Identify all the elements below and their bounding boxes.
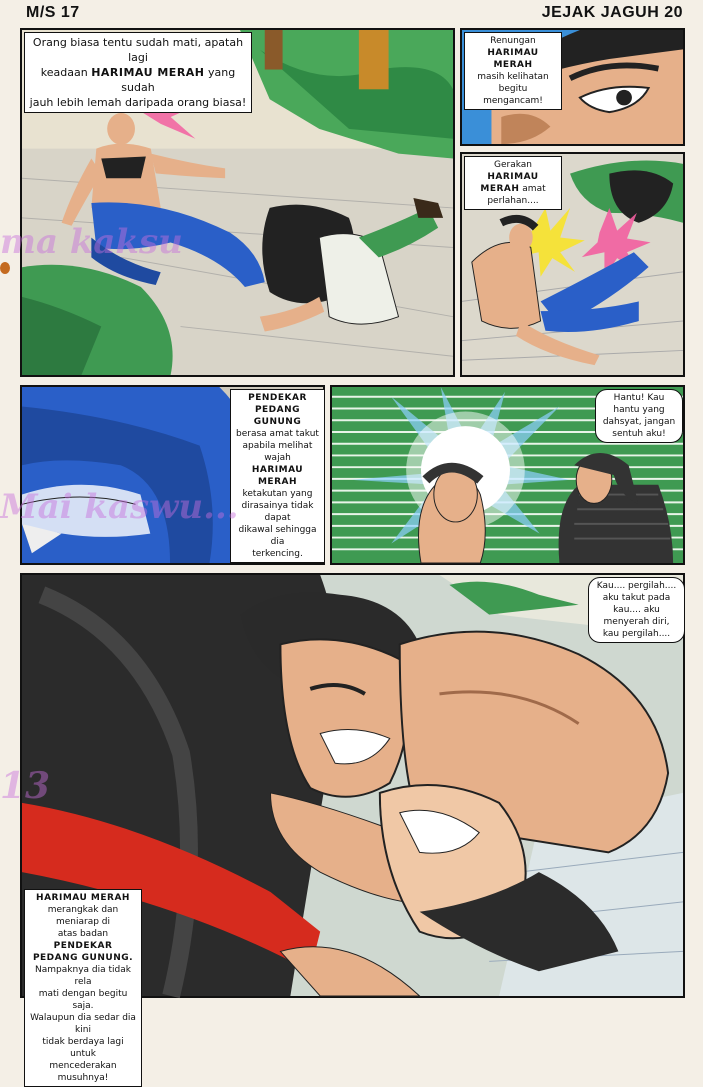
caption-segment: HARIMAU MERAH [91, 66, 205, 79]
caption-segment: Hantu! Kau [613, 393, 665, 403]
caption-segment: kau.... aku [613, 605, 660, 615]
caption-segment: HARIMAU [487, 172, 539, 182]
caption-line [235, 464, 320, 488]
panel-6 [20, 573, 685, 1083]
caption-line [593, 604, 680, 616]
caption-segment: HARIMAU MERAH [251, 465, 304, 487]
caption-segment: Renungan [490, 36, 536, 46]
caption-segment: dikawal sehingga dia [238, 525, 317, 547]
caption-line [29, 1012, 137, 1036]
caption-segment: PEDANG GUNUNG [253, 405, 302, 427]
caption-line [235, 524, 320, 548]
panel-6-caption [24, 889, 142, 1087]
caption-segment: tidak berdaya lagi untuk [42, 1037, 124, 1059]
caption-line [29, 95, 247, 110]
caption-segment: keadaan [40, 66, 92, 79]
caption-segment: MERAH [480, 184, 520, 194]
caption-line [29, 1060, 137, 1084]
caption-segment: dahsyat, jangan [602, 417, 676, 427]
caption-line [235, 548, 320, 560]
caption-segment: berasa amat takut [236, 429, 319, 439]
series-title-page: JEJAK JAGUH 20 [541, 4, 683, 21]
caption-segment: mati dengan begitu saja. [38, 989, 128, 1011]
caption-line [469, 159, 557, 183]
panel-4-caption [230, 389, 325, 563]
caption-segment: Nampaknya dia tidak rela [35, 965, 131, 987]
panel-2-caption-text [469, 35, 557, 107]
caption-line [469, 47, 557, 71]
caption-line [593, 616, 680, 628]
caption-line [593, 592, 680, 604]
panel-1 [20, 28, 455, 377]
caption-line [29, 1036, 137, 1060]
caption-line [29, 65, 247, 95]
panel-1-caption [24, 32, 252, 113]
caption-segment: HARIMAU MERAH [487, 48, 539, 70]
caption-segment: amat [519, 184, 546, 194]
caption-line [600, 392, 678, 404]
caption-line [600, 416, 678, 428]
watermark-1: ma kaksu [0, 222, 183, 262]
caption-segment: Gerakan [494, 160, 532, 170]
panel-3-caption-text [469, 159, 557, 207]
caption-line [29, 904, 137, 928]
panel-5-speech-text [600, 392, 678, 440]
panel-6-speech [588, 577, 685, 643]
caption-segment: PEDANG GUNUNG. [32, 953, 134, 963]
panel-4 [20, 385, 325, 565]
caption-line [235, 392, 320, 404]
caption-segment: yang sudah [121, 66, 236, 94]
caption-line [469, 71, 557, 83]
caption-segment: perlahan.... [487, 196, 539, 206]
caption-line [29, 928, 137, 952]
caption-segment: terkencing. [252, 549, 303, 559]
caption-line [29, 952, 137, 964]
panel-1-caption-text [29, 35, 247, 110]
caption-segment: Orang biasa tentu sudah mati, apatah lagi [32, 36, 244, 64]
watermark-3: 13 [0, 765, 51, 807]
caption-line [235, 488, 320, 500]
caption-segment: PENDEKAR [248, 393, 307, 403]
panel-2-caption [464, 32, 562, 110]
panel-6-speech-text [593, 580, 680, 640]
caption-line [29, 35, 247, 65]
panel-5-speech [595, 389, 683, 443]
caption-segment: jauh lebih lemah daripada orang biasa! [29, 96, 247, 109]
caption-segment: dirasainya tidak dapat [241, 501, 314, 523]
caption-segment: begitu mengancam! [483, 84, 543, 106]
caption-line [29, 988, 137, 1012]
panel-2 [460, 28, 685, 146]
watermark-2: Mai kaswu... [0, 487, 239, 527]
caption-line [600, 404, 678, 416]
caption-segment: mencederakan musuhnya! [49, 1061, 117, 1083]
panel-5 [330, 385, 685, 565]
page-number-left: M/S 17 [26, 4, 80, 21]
caption-segment: masih kelihatan [477, 72, 549, 82]
caption-line [29, 964, 137, 988]
caption-segment: ketakutan yang [242, 489, 313, 499]
panel-4-caption-text [235, 392, 320, 560]
caption-segment: sentuh aku! [612, 429, 666, 439]
panel-6-caption-text [29, 892, 137, 1084]
caption-segment: HARIMAU MERAH [36, 893, 130, 903]
caption-line [235, 500, 320, 524]
caption-segment: kau pergilah.... [602, 629, 671, 639]
caption-segment: Walaupun dia sedar dia kini [30, 1013, 136, 1035]
caption-line [235, 428, 320, 440]
caption-segment: merangkak dan meniarap di [47, 905, 119, 927]
panel-3-caption [464, 156, 562, 210]
caption-segment: apabila melihat wajah [242, 441, 313, 463]
caption-line [29, 892, 137, 904]
caption-segment: aku takut pada [602, 593, 671, 603]
caption-line [593, 628, 680, 640]
caption-line [235, 404, 320, 428]
caption-segment: Kau.... pergilah.... [596, 581, 677, 591]
caption-line [469, 35, 557, 47]
caption-segment: PENDEKAR [53, 941, 113, 951]
caption-segment: hantu yang [613, 405, 665, 415]
caption-line [235, 440, 320, 464]
caption-line [600, 428, 678, 440]
caption-line [469, 83, 557, 107]
stain-mark [0, 262, 10, 274]
panel-3 [460, 152, 685, 377]
caption-line [469, 195, 557, 207]
caption-line [593, 580, 680, 592]
caption-segment: menyerah diri, [603, 617, 670, 627]
caption-segment: atas badan [57, 929, 109, 939]
caption-line [469, 183, 557, 195]
